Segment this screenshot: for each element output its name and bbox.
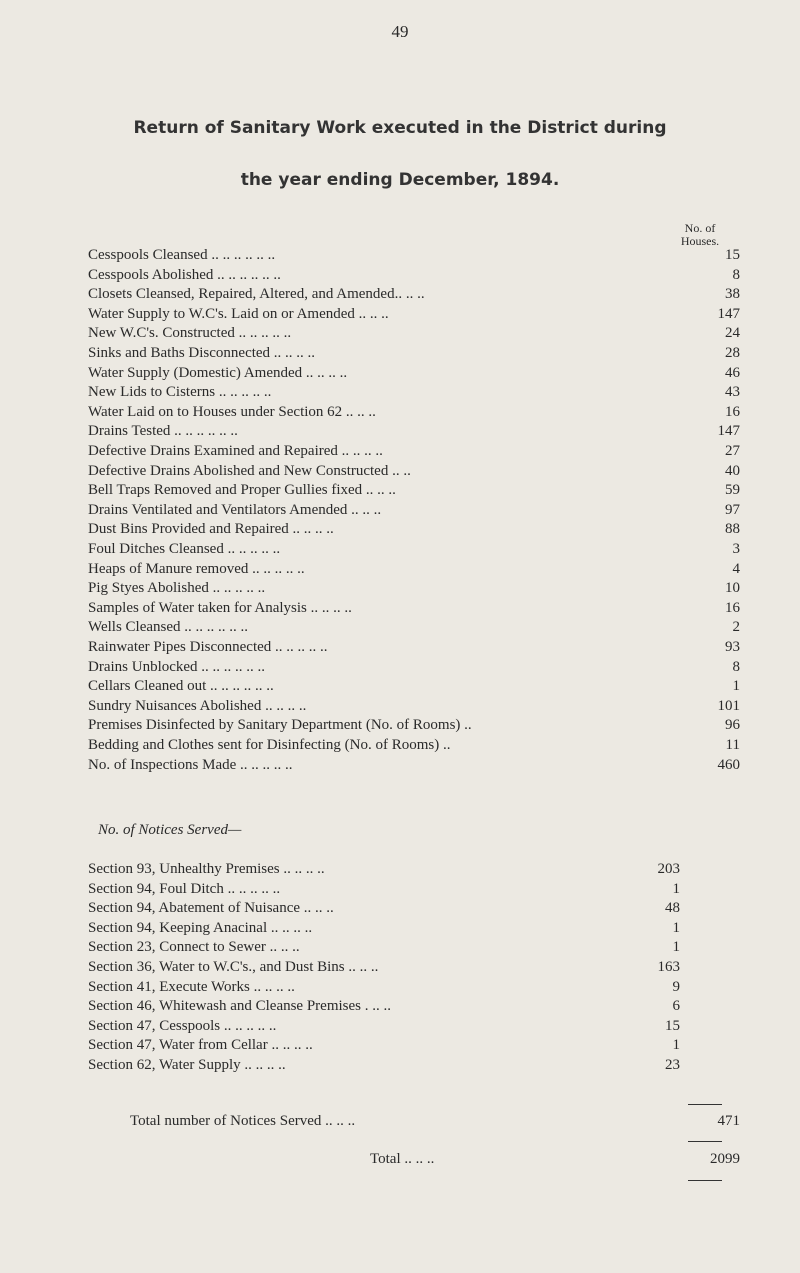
notice-row-label: Section 94, Abatement of Nuisance .. .. .. (88, 900, 334, 917)
notice-row-label: Section 41, Execute Works .. .. .. .. (88, 978, 295, 995)
work-item-row-label: Cellars Cleaned out .. .. .. .. .. .. (88, 678, 274, 695)
rule-above-grand-total (688, 1141, 722, 1142)
notice-row-label: Section 62, Water Supply .. .. .. .. (88, 1057, 286, 1073)
notice-row-value: 1 (672, 939, 680, 956)
work-item-row-value: 46 (725, 364, 740, 381)
rule-above-notices-total (688, 1104, 722, 1105)
work-item-row-label: Water Laid on to Houses under Section 62 .. .. .. (88, 403, 376, 420)
notice-row-value: 203 (657, 861, 680, 877)
work-item-row-value: 1 (732, 678, 740, 695)
work-item-row-label: Bedding and Clothes sent for Disinfecting (No. of Rooms) .. (88, 737, 451, 753)
notice-row-value: 1 (672, 919, 680, 936)
notice-row-label: Section 46, Whitewash and Cleanse Premises . .. .. (88, 998, 392, 1015)
notice-row-value: 6 (672, 998, 680, 1015)
report-title-line-1: Return of Sanitary Work executed in the District during (133, 118, 667, 138)
work-item-row-value: 43 (725, 384, 740, 401)
work-item-row-value: 8 (732, 658, 740, 675)
work-item-row-value: 88 (725, 521, 740, 538)
notice-row-label: Section 94, Foul Ditch .. .. .. .. .. (88, 880, 281, 897)
notice-row-label: Section 94, Keeping Anacinal .. .. .. .. (88, 919, 313, 936)
notice-row-value: 1 (672, 880, 680, 897)
work-item-row-label: Premises Disinfected by Sanitary Department (No. of Rooms) .. (88, 717, 472, 734)
notice-row-value: 15 (665, 1017, 680, 1034)
report-title-line-2: the year ending December, 1894. (240, 170, 560, 190)
work-item-row-label: Wells Cleansed .. .. .. .. .. .. (88, 619, 249, 636)
total-notices-label: Total number of Notices Served .. .. .. (130, 1113, 356, 1129)
work-item-row-value: 3 (732, 541, 740, 557)
notice-row-value: 48 (665, 900, 680, 917)
work-item-row-value: 2 (732, 619, 740, 636)
work-item-row-value: 8 (732, 266, 740, 283)
work-item-row-label: Water Supply (Domestic) Amended .. .. .. .. (88, 364, 348, 381)
rule-below-grand-total (688, 1180, 722, 1181)
work-item-row-value: 38 (725, 286, 740, 303)
work-item-row-value: 101 (717, 697, 740, 714)
work-item-row-label: Closets Cleansed, Repaired, Altered, and Amended.. .. .. (88, 286, 425, 303)
work-item-row-value: 16 (725, 403, 740, 420)
work-item-row-label: Rainwater Pipes Disconnected .. .. .. .. .. (88, 639, 328, 655)
work-item-row-label: Defective Drains Examined and Repaired .. .. .. .. (88, 443, 383, 459)
work-item-row-label: Samples of Water taken for Analysis .. .. .. .. (88, 599, 352, 616)
work-item-row-value: 96 (725, 717, 740, 734)
notices-heading: No. of Notices Served— (98, 822, 242, 838)
work-item-row-value: 4 (732, 560, 740, 577)
work-item-row-label: Drains Ventilated and Ventilators Amended .. .. .. (88, 501, 382, 518)
notice-row-label: Section 23, Connect to Sewer .. .. .. (88, 939, 300, 956)
work-item-row-label: Cesspools Abolished .. .. .. .. .. .. (88, 266, 281, 283)
grand-total-label: Total .. .. .. (370, 1151, 435, 1167)
work-item-row-label: Heaps of Manure removed .. .. .. .. .. (88, 560, 305, 577)
work-item-row-value: 11 (725, 737, 740, 753)
page-number: 49 (391, 22, 409, 41)
work-item-row-label: Water Supply to W.C's. Laid on or Amended .. .. .. (88, 305, 389, 322)
total-notices-value: 471 (717, 1113, 740, 1129)
column-header-line-2: Houses. (680, 234, 720, 248)
work-item-row-value: 59 (725, 482, 740, 499)
work-item-row-label: Cesspools Cleansed .. .. .. .. .. .. (88, 247, 276, 263)
work-item-row-value: 93 (725, 639, 740, 655)
work-item-row-label: Dust Bins Provided and Repaired .. .. .. .. (88, 521, 334, 538)
work-item-row-value: 147 (717, 305, 740, 322)
notice-row-value: 1 (672, 1037, 680, 1054)
notice-row-label: Section 47, Cesspools .. .. .. .. .. (88, 1017, 277, 1034)
notice-row-value: 163 (657, 959, 680, 975)
column-header-line-1: No. of (684, 221, 716, 235)
work-item-row-label: New Lids to Cisterns .. .. .. .. .. (88, 384, 272, 401)
column-header-houses (660, 222, 740, 248)
work-item-row-label: Sundry Nuisances Abolished .. .. .. .. (88, 697, 307, 714)
work-item-row-label: Drains Tested .. .. .. .. .. .. (88, 423, 238, 440)
work-item-row-label: New W.C's. Constructed .. .. .. .. .. (88, 325, 292, 342)
work-item-row-value: 10 (725, 580, 740, 597)
work-item-row-value: 28 (725, 345, 740, 361)
work-item-row-value: 15 (725, 247, 740, 263)
work-item-row-value: 16 (725, 599, 740, 616)
notice-row-label: Section 36, Water to W.C's., and Dust Bins .. .. .. (88, 959, 379, 975)
work-item-row-label: Foul Ditches Cleansed .. .. .. .. .. (88, 541, 281, 557)
work-item-row-value: 97 (725, 501, 740, 518)
grand-total-value: 2099 (710, 1151, 740, 1167)
work-item-row-label: Bell Traps Removed and Proper Gullies fixed .. .. .. (88, 482, 396, 499)
work-item-row-value: 27 (725, 443, 740, 459)
notice-row-value: 9 (672, 978, 680, 995)
work-item-row-label: No. of Inspections Made .. .. .. .. .. (88, 756, 293, 773)
work-item-row-label: Drains Unblocked .. .. .. .. .. .. (88, 658, 266, 675)
work-item-row-label: Sinks and Baths Disconnected .. .. .. .. (88, 345, 316, 361)
work-item-row-value: 24 (725, 325, 740, 342)
work-item-row-value: 147 (717, 423, 740, 440)
notice-row-label: Section 93, Unhealthy Premises .. .. .. .. (88, 861, 325, 877)
work-item-row-label: Pig Styes Abolished .. .. .. .. .. (88, 580, 266, 597)
work-item-row-label: Defective Drains Abolished and New Constructed .. .. (88, 462, 411, 479)
notice-row-label: Section 47, Water from Cellar .. .. .. .. (88, 1037, 313, 1054)
work-item-row-value: 460 (717, 756, 740, 773)
notice-row-value: 23 (665, 1057, 680, 1073)
work-item-row-value: 40 (725, 462, 740, 479)
